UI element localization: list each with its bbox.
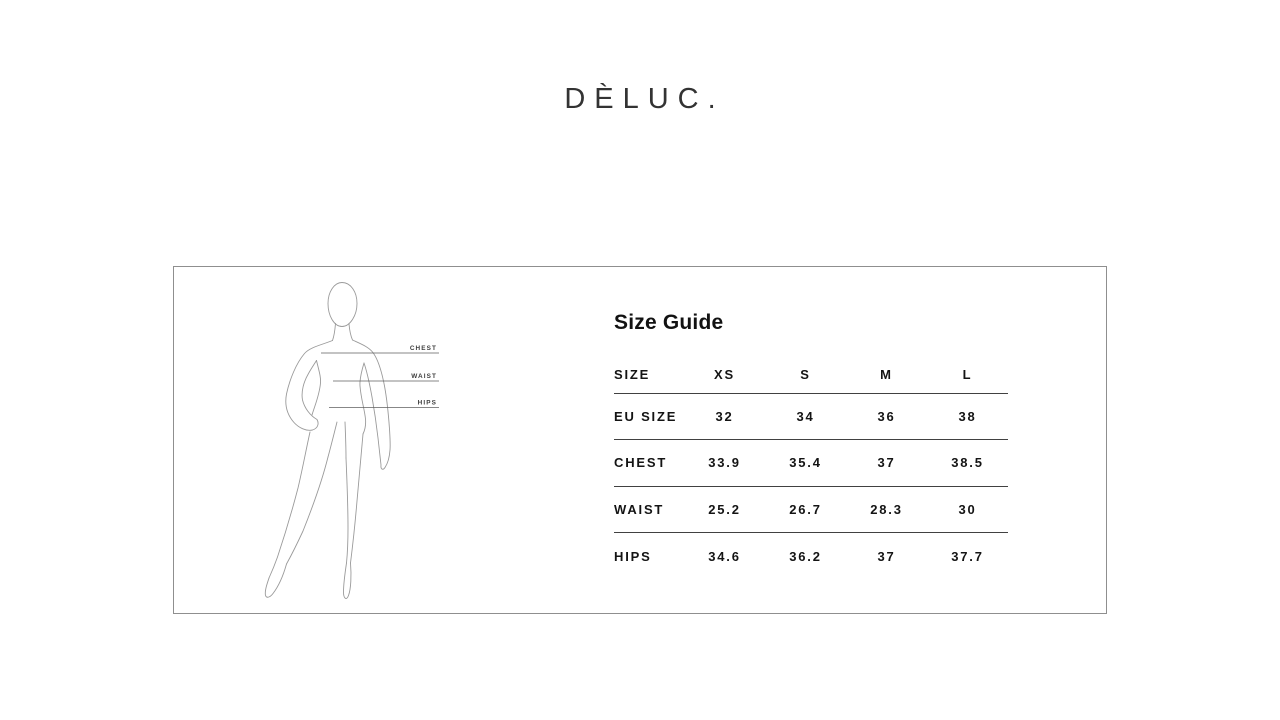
figure-neck xyxy=(349,324,353,340)
size-guide-title: Size Guide xyxy=(614,311,724,334)
row-label: HIPS xyxy=(614,548,652,564)
size-value: 37.7 xyxy=(951,548,984,564)
figure-left-leg-inner xyxy=(287,457,329,564)
size-value: 25.2 xyxy=(708,501,741,517)
column-header-xs: XS xyxy=(714,366,735,382)
size-guide-panel xyxy=(173,266,1107,614)
figure-right-foot xyxy=(344,563,351,599)
table-row-hips xyxy=(614,533,1008,580)
figure-head xyxy=(328,283,357,327)
hips-measure-label: HIPS xyxy=(417,399,437,407)
size-value: 34.6 xyxy=(708,548,741,564)
size-value: 38.5 xyxy=(951,455,984,471)
table-row-chest xyxy=(614,440,1008,487)
column-header-l: L xyxy=(962,366,973,382)
figure-neck xyxy=(333,324,336,341)
chest-measure-label: CHEST xyxy=(409,345,437,352)
column-header-m: M xyxy=(880,366,893,382)
figure-torso-left xyxy=(312,361,321,416)
figure-torso-right xyxy=(360,363,366,434)
size-value: 30 xyxy=(958,501,977,517)
size-value: 33.9 xyxy=(708,455,741,471)
figure-left-arm xyxy=(286,341,333,431)
row-label: WAIST xyxy=(614,501,665,517)
row-label: EU SIZE xyxy=(614,408,678,424)
figure-left-foot xyxy=(265,564,286,597)
column-header-s: S xyxy=(800,366,811,382)
size-value: 36.2 xyxy=(789,548,822,564)
size-value: 37 xyxy=(877,455,896,471)
figure-inner-thigh-left xyxy=(328,422,337,457)
brand-logo: DÈLUC. xyxy=(564,83,725,115)
size-table-header-row xyxy=(614,356,1008,394)
figure-right-arm xyxy=(353,340,391,469)
size-table xyxy=(614,356,1008,580)
figure-inner-thigh-right xyxy=(345,422,346,458)
croquis-figure-illustration xyxy=(259,273,454,611)
table-row-waist xyxy=(614,487,1008,534)
size-value: 37 xyxy=(877,548,896,564)
row-label: CHEST xyxy=(614,455,668,471)
size-value: 38 xyxy=(958,408,977,424)
waist-measure-label: WAIST xyxy=(411,373,437,380)
size-value: 34 xyxy=(796,408,815,424)
size-value: 28.3 xyxy=(870,501,903,517)
size-value: 35.4 xyxy=(789,455,822,471)
table-row-eu-size xyxy=(614,394,1008,441)
size-value: 32 xyxy=(715,408,734,424)
size-value: 36 xyxy=(877,408,896,424)
size-value: 26.7 xyxy=(789,501,822,517)
column-header-size: SIZE xyxy=(614,366,651,382)
figure-right-leg-outer xyxy=(351,434,364,563)
figure-right-leg-inner xyxy=(346,458,348,563)
figure-left-leg-outer xyxy=(269,432,310,578)
